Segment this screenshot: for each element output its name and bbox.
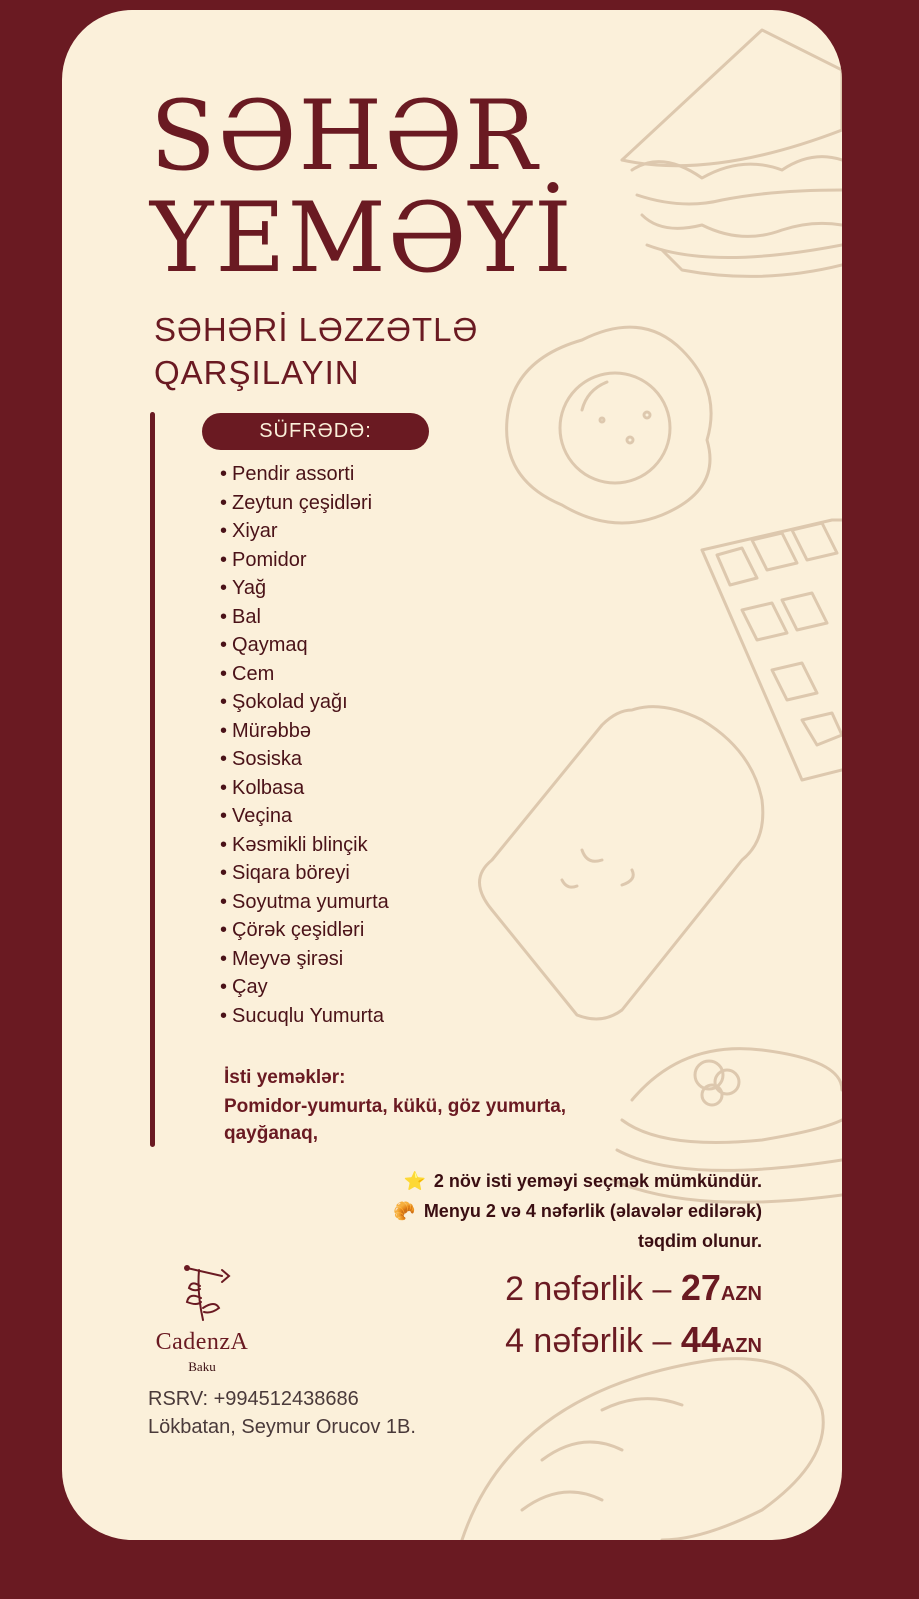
list-item: • Pomidor (220, 546, 389, 575)
table-label-badge: SÜFRƏDƏ: (202, 413, 429, 450)
list-item: • Siqara böreyi (220, 859, 389, 888)
vertical-divider (150, 412, 155, 1147)
waffle-icon (702, 520, 842, 780)
price-currency: AZN (720, 1283, 762, 1305)
note-text-1: 2 növ isti yeməyi seçmək mümkündür. (433, 1171, 762, 1191)
list-item: • Zeytun çeşidləri (220, 489, 389, 518)
list-item: • Sosiska (220, 745, 389, 774)
contact-info (148, 1385, 416, 1441)
menu-card (62, 10, 842, 1540)
list-item: • Kolbasa (220, 774, 389, 803)
list-item: • Cem (220, 660, 389, 689)
note-line-3: təqdim olunur. (638, 1231, 762, 1251)
baguette-icon (462, 1359, 823, 1540)
list-item: • Çay (220, 973, 389, 1002)
price-list (505, 1265, 762, 1369)
note-line-1 (393, 1166, 762, 1196)
price-label: 2 nəfərlik – (505, 1270, 681, 1308)
list-item: • Qaymaq (220, 631, 389, 660)
hot-dishes-heading: İsti yeməklər: (224, 1067, 346, 1088)
subtitle-line-1: SƏHƏRİ LƏZZƏTLƏ (154, 311, 479, 348)
price-amount: 27 (680, 1267, 721, 1308)
cadenza-logo (142, 1258, 262, 1375)
star-icon: ⭐ (403, 1171, 426, 1191)
list-item: • Mürəbbə (220, 717, 389, 746)
list-item: • Pendir assorti (220, 460, 389, 489)
price-row (505, 1317, 762, 1369)
list-item: • Meyvə şirəsi (220, 945, 389, 974)
fried-egg-icon (507, 327, 711, 523)
list-item: • Soyutma yumurta (220, 888, 389, 917)
title-line-2: YEMƏYİ (150, 182, 574, 294)
list-item: • Kəsmikli blinçik (220, 831, 389, 860)
subtitle-line-2: QARŞILAYIN (154, 354, 360, 391)
list-item: • Xiyar (220, 517, 389, 546)
menu-items-list (220, 460, 389, 1030)
trumpet-flower-icon (167, 1258, 237, 1324)
list-item: • Yağ (220, 574, 389, 603)
logo-name: CadenzA (155, 1329, 249, 1355)
price-row (505, 1265, 762, 1317)
logo-city: Baku (188, 1359, 216, 1374)
list-item: • Şokolad yağı (220, 688, 389, 717)
subtitle (154, 308, 478, 394)
price-label: 4 nəfərlik – (505, 1322, 681, 1360)
address: Lökbatan, Seymur Orucov 1B. (148, 1416, 416, 1438)
list-item: • Sucuqlu Yumurta (220, 1002, 389, 1031)
list-item: • Çörək çeşidləri (220, 916, 389, 945)
sandwich-icon (622, 30, 842, 276)
price-amount: 44 (680, 1319, 721, 1360)
croissant-icon: 🥐 (393, 1201, 416, 1221)
title-line-1: SƏHƏR (150, 80, 540, 192)
note-line-2 (393, 1196, 762, 1226)
hot-dishes-text: Pomidor-yumurta, kükü, göz yumurta, qayğanaq, (224, 1096, 567, 1144)
menu-notes (393, 1166, 762, 1256)
price-currency: AZN (720, 1335, 762, 1357)
bread-slice-icon (480, 707, 763, 1019)
note-text-2: Menyu 2 və 4 nəfərlik (əlavələr edilərək) (423, 1201, 762, 1221)
reservation-phone: RSRV: +994512438686 (148, 1388, 359, 1410)
list-item: • Veçina (220, 802, 389, 831)
list-item: • Bal (220, 603, 389, 632)
